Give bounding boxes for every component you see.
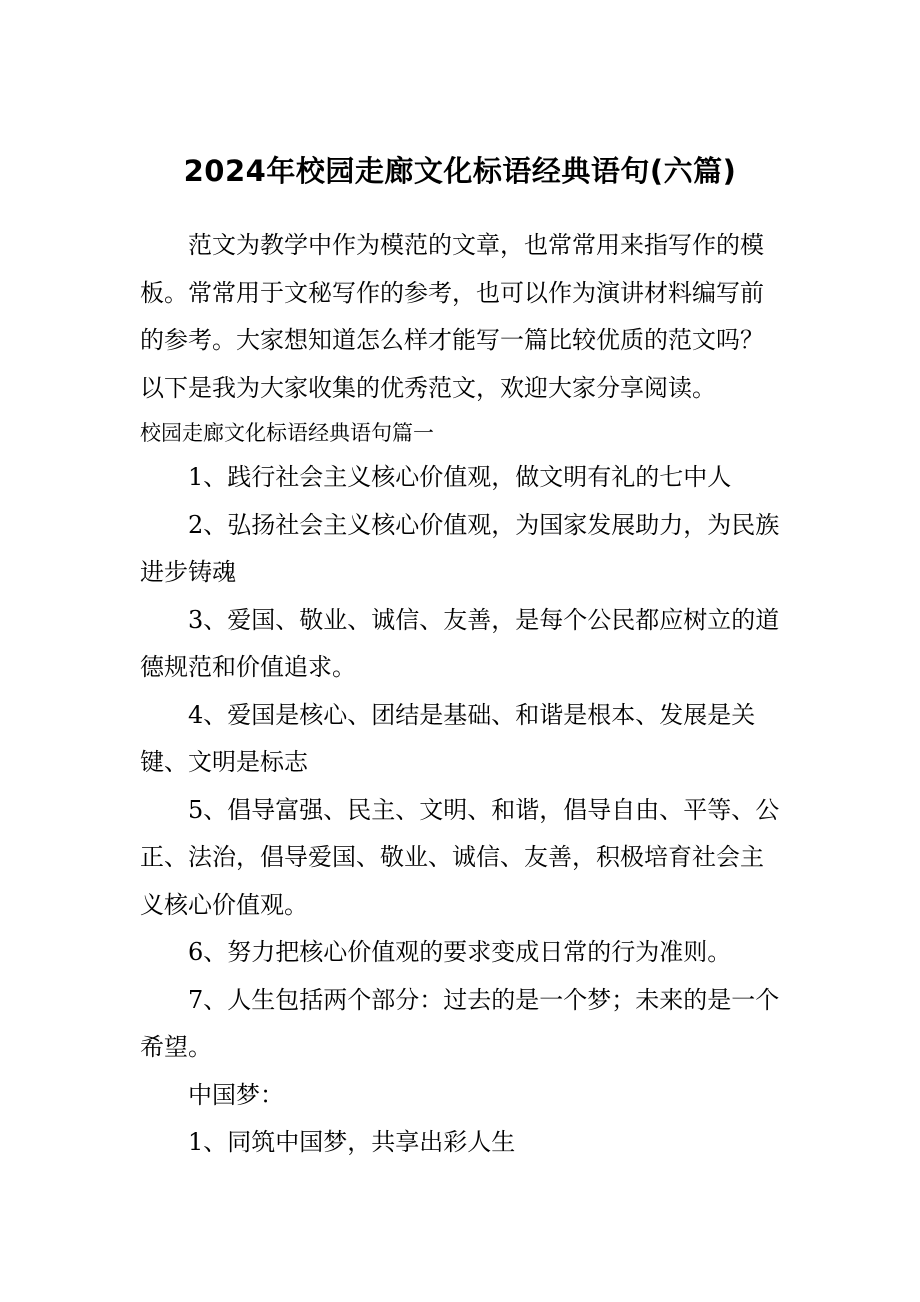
list-item: 4、爱国是核心、团结是基础、和谐是根本、发展是关键、文明是标志 [140, 700, 756, 776]
document-title: 2024年校园走廊文化标语经典语句(六篇) [183, 154, 737, 188]
list-item: 3、爱国、敬业、诚信、友善，是每个公民都应树立的道德规范和价值追求。 [140, 605, 780, 681]
list-item: 7、人生包括两个部分：过去的是一个梦；未来的是一个希望。 [140, 985, 780, 1061]
list-item: 1、践行社会主义核心价值观，做文明有礼的七中人 [188, 463, 732, 491]
list-item: 2、弘扬社会主义核心价值观，为国家发展助力，为民族进步铸魂 [140, 510, 780, 586]
section-heading: 校园走廊文化标语经典语句篇一 [140, 421, 434, 445]
list-item: 1、同筑中国梦，共享出彩人生 [188, 1128, 516, 1156]
intro-paragraph: 范文为教学中作为模范的文章，也常常用来指写作的模板。常常用于文秘写作的参考，也可以作为演讲材料编写前的参考。大家想知道怎么样才能写一篇比较优质的范文吗？以下是我为大家收集的优秀范文，欢迎大家分享阅读。 [140, 231, 764, 402]
list-item: 5、倡导富强、民主、文明、和谐，倡导自由、平等、公正、法治，倡导爱国、敬业、诚信、友善，积极培育社会主义核心价值观。 [140, 795, 780, 919]
list-item: 6、努力把核心价值观的要求变成日常的行为准则。 [188, 938, 732, 966]
document-body [140, 222, 785, 1167]
subheading: 中国梦： [188, 1080, 284, 1109]
